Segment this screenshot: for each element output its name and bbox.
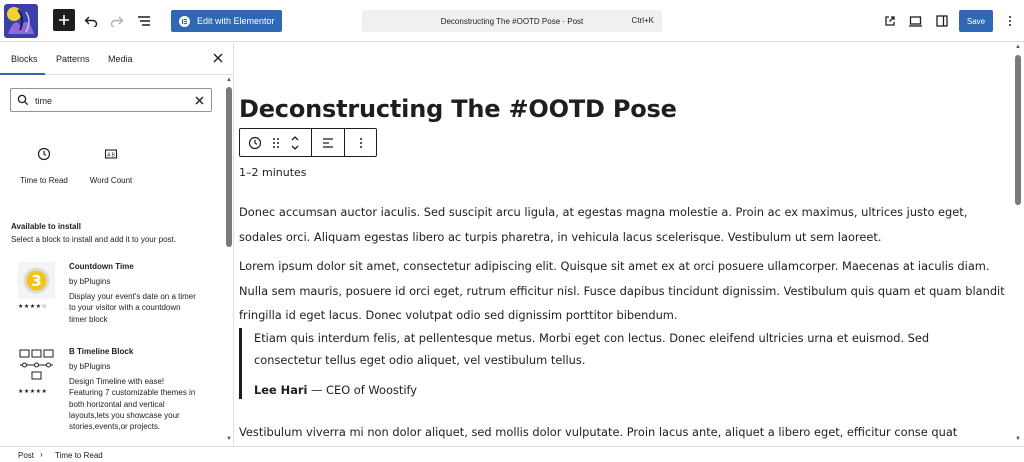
- plugin-author: by bPlugins: [69, 362, 111, 371]
- undo-icon: [84, 15, 98, 27]
- time-to-read-block[interactable]: 1–2 minutes: [239, 166, 307, 179]
- countdown-plugin-icon: [18, 262, 55, 299]
- available-to-install-subtitle: Select a block to install and add it to your post.: [11, 235, 176, 244]
- paragraph-block[interactable]: Donec accumsan auctor iaculis. Sed suscipit arcu ligula, at egestas magna molestie a. Proin ac ex maximus, ultrices justo eget, sodales orci. Aliquam egestas libero ac turpis pharetra, in vehicula lacus scelerisque. Vestibulum ut sem laoreet.: [239, 205, 968, 244]
- more-vertical-icon: [359, 137, 363, 149]
- block-inserter-panel: [0, 43, 234, 446]
- clear-search-icon[interactable]: [194, 95, 205, 106]
- svg-text:3: 3: [31, 272, 42, 290]
- paragraph-block[interactable]: Lorem ipsum dolor sit amet, consectetur adipiscing elit. Quisque sit amet ex at orci posuere ullamcorper. Maecenas at iaculis diam. Nulla sem mauris, posuere id orci eget, rutrum efficitur nisl. Fusce dapibus tincidunt dignissim. Vestibulum quis quam et quam blandit fringilla id eget lacus. Donec volutpat odio sed dignissim porttitor bibendum.: [239, 259, 1005, 322]
- external-link-icon: [884, 15, 896, 27]
- view-post-button[interactable]: [878, 9, 902, 33]
- timeline-plugin-icon: [18, 347, 55, 384]
- plus-icon: [58, 14, 70, 26]
- chevron-up-down-icon: [290, 133, 300, 153]
- search-value: time: [35, 96, 53, 106]
- canvas-scroll-down-arrow[interactable]: ▼: [1015, 436, 1021, 442]
- align-button[interactable]: [320, 135, 336, 151]
- block-search-input[interactable]: [10, 88, 212, 112]
- block-result-label: Word Count: [89, 176, 133, 185]
- available-to-install-heading: Available to install: [11, 222, 81, 231]
- undo-button[interactable]: [79, 9, 103, 33]
- plugin-rating: ★★★★☆: [18, 304, 48, 310]
- plugin-rating: ★★★★★: [18, 389, 48, 395]
- tab-blocks[interactable]: Blocks: [11, 54, 38, 64]
- canvas-scrollbar-thumb[interactable]: [1015, 55, 1021, 205]
- plugin-name: B Timeline Block: [69, 347, 134, 356]
- document-title: Deconstructing The #OOTD Pose · Post: [440, 16, 584, 26]
- close-icon: [211, 51, 225, 65]
- command-shortcut: Ctrl+K: [631, 16, 654, 25]
- scroll-down-arrow[interactable]: ▼: [226, 436, 232, 442]
- block-breadcrumb: [0, 446, 1024, 462]
- block-result-time-to-read[interactable]: [9, 147, 79, 187]
- active-tab-indicator: [0, 73, 45, 75]
- plugin-description: Design Timeline with ease! Featuring 7 customizable themes in both horizontal and vertical layouts,lets you showcase your stories,events,or projects.: [69, 377, 196, 432]
- list-view-icon: [137, 15, 151, 27]
- quote-block[interactable]: [239, 328, 999, 399]
- elementor-icon: [179, 16, 190, 27]
- toolbar-divider: [311, 129, 312, 156]
- editor-canvas: [235, 43, 1024, 446]
- breadcrumb-post[interactable]: Post: [18, 451, 35, 460]
- paragraph-block[interactable]: Vestibulum viverra mi non dolor aliquet, sed mollis dolor vulputate. Proin lacus ante, aliquet a libero eget, efficitur conse quat: [239, 425, 958, 439]
- drag-handle[interactable]: [268, 135, 284, 151]
- citation-name: Lee Hari: [254, 383, 308, 397]
- drag-handle-icon: [272, 137, 280, 149]
- quote-citation: [254, 381, 999, 399]
- document-overview-button[interactable]: [132, 9, 156, 33]
- tab-patterns[interactable]: Patterns: [56, 54, 90, 64]
- plugin-item-countdown-time[interactable]: [18, 262, 218, 322]
- svg-text:A B: A B: [107, 152, 115, 159]
- citation-role: — CEO of Woostify: [307, 383, 418, 397]
- block-toolbar: [239, 128, 377, 157]
- quote-text: Etiam quis interdum felis, at pellentesque metus. Morbi eget con lectus. Donec eleifend ultricies urna et euismod. Sed consectetur tellus eget odio aliquet, vel vestibulum tellus.: [254, 331, 930, 367]
- site-logo[interactable]: [4, 4, 38, 38]
- clock-icon: [248, 136, 262, 150]
- save-button[interactable]: Save: [959, 10, 993, 32]
- post-title[interactable]: Deconstructing The #OOTD Pose: [239, 95, 677, 123]
- preview-button[interactable]: [903, 9, 927, 33]
- sidebar-scrollbar-thumb[interactable]: [226, 87, 232, 247]
- align-left-icon: [322, 138, 334, 148]
- block-options-button[interactable]: [353, 135, 369, 151]
- block-inserter-button[interactable]: [53, 9, 75, 31]
- sidebar-toggle-icon: [936, 15, 948, 27]
- more-vertical-icon: [1008, 15, 1012, 27]
- options-button[interactable]: [998, 9, 1022, 33]
- search-icon: [17, 94, 29, 106]
- edit-with-elementor-button[interactable]: [171, 10, 282, 32]
- settings-sidebar-button[interactable]: [930, 9, 954, 33]
- move-up-down-buttons[interactable]: [287, 132, 303, 154]
- redo-button[interactable]: [105, 9, 129, 33]
- preview-icon: [909, 16, 922, 27]
- close-inserter-button[interactable]: [211, 51, 225, 65]
- plugin-author: by bPlugins: [69, 277, 111, 286]
- plugin-item-b-timeline-block[interactable]: [18, 347, 218, 437]
- block-result-label: Time to Read: [20, 176, 68, 185]
- plugin-name: Countdown Time: [69, 262, 134, 271]
- scroll-up-arrow[interactable]: ▲: [226, 77, 232, 83]
- inserter-tabs: [0, 43, 234, 75]
- editor-top-bar: [0, 0, 1024, 42]
- redo-icon: [110, 15, 124, 27]
- chevron-right-icon: ›: [40, 450, 43, 459]
- word-count-icon: [104, 147, 118, 161]
- command-palette-bar[interactable]: [362, 10, 662, 32]
- toolbar-divider: [344, 129, 345, 156]
- block-type-button[interactable]: [247, 135, 263, 151]
- plugin-description: Display your event's date on a timer to your visitor with a countdown timer block: [69, 292, 196, 324]
- block-result-word-count[interactable]: [76, 147, 146, 187]
- breadcrumb-current-block[interactable]: Time to Read: [55, 451, 103, 460]
- edit-with-elementor-label: Edit with Elementor: [197, 16, 275, 26]
- clock-icon: [37, 147, 51, 161]
- canvas-scroll-up-arrow[interactable]: ▲: [1015, 44, 1021, 50]
- tab-media[interactable]: Media: [108, 54, 133, 64]
